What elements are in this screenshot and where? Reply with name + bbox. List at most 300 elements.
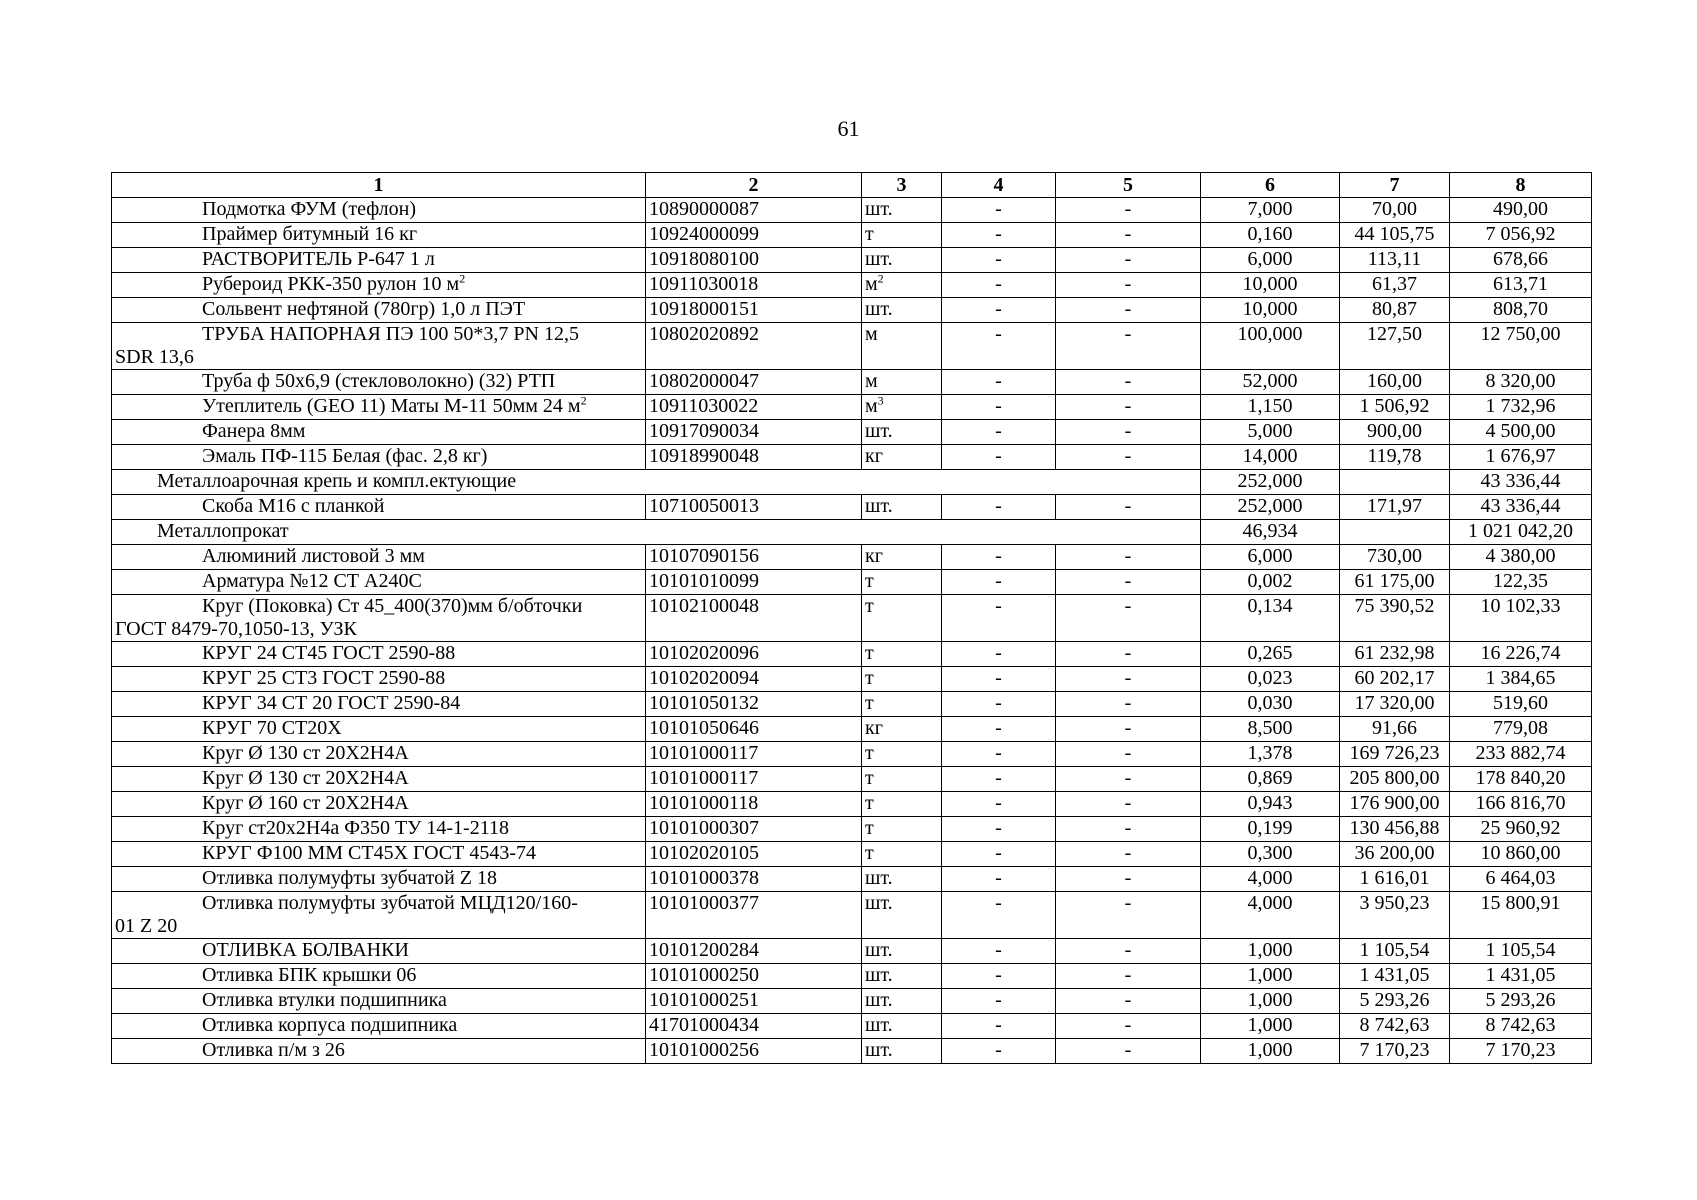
col5-cell-text: - (1124, 964, 1132, 986)
price-cell (1340, 892, 1450, 939)
table-row (112, 495, 1592, 520)
sum-cell (1450, 989, 1592, 1014)
unit-cell (862, 742, 942, 767)
code-cell-text: 10918080100 (649, 248, 759, 270)
price-cell (1340, 595, 1450, 642)
col5-cell-text: - (1124, 867, 1132, 889)
unit-cell-text: т (865, 742, 874, 764)
col4-cell-text: - (995, 842, 1002, 864)
col5-cell (1056, 939, 1201, 964)
item-name: Круг Ø 130 ст 20Х2Н4А (202, 767, 409, 789)
qty-cell-text: 5,000 (1247, 420, 1293, 442)
price-cell-text: 36 200,00 (1354, 842, 1435, 864)
item-name: Круг ст20х2Н4а Ф350 ТУ 14-1-2118 (202, 817, 509, 839)
sum-cell (1450, 667, 1592, 692)
code-cell-text: 10101000256 (649, 1039, 759, 1061)
col5-cell (1056, 570, 1201, 595)
col5-cell (1056, 692, 1201, 717)
sum-cell (1450, 273, 1592, 298)
col4-cell-text: - (995, 445, 1002, 467)
qty-cell-text: 10,000 (1242, 273, 1298, 295)
col4-cell (942, 445, 1056, 470)
unit-cell-text: кг (865, 717, 883, 739)
name-line (115, 939, 642, 962)
name-line (115, 248, 642, 271)
sum-cell (1450, 742, 1592, 767)
unit-cell (862, 867, 942, 892)
header-cell: 7 (1340, 173, 1450, 198)
price-cell-text: 1 506,92 (1359, 395, 1430, 417)
name-cell (112, 989, 646, 1014)
price-cell-text: 61,37 (1372, 273, 1417, 295)
unit-cell (862, 273, 942, 298)
name-line (115, 370, 642, 393)
price-cell (1340, 248, 1450, 273)
price-cell-text: 75 390,52 (1354, 595, 1435, 617)
price-cell-text: 1 431,05 (1359, 964, 1430, 986)
item-name: Отливка втулки подшипника (202, 989, 447, 1011)
col5-cell-text: - (1124, 495, 1132, 517)
item-name: РАСТВОРИТЕЛЬ Р-647 1 л (202, 248, 435, 270)
unit-cell (862, 939, 942, 964)
qty-cell (1201, 545, 1340, 570)
col4-cell (942, 692, 1056, 717)
name-line (115, 667, 642, 690)
table-row (112, 298, 1592, 323)
price-cell (1340, 767, 1450, 792)
name-continuation: SDR 13,6 (115, 346, 194, 368)
col4-cell (942, 370, 1056, 395)
qty-cell-text: 6,000 (1247, 248, 1293, 270)
col4-cell-text: - (995, 298, 1002, 320)
price-cell (1340, 842, 1450, 867)
item-name: КРУГ 70 СТ20Х (202, 717, 342, 739)
sum-cell (1450, 767, 1592, 792)
qty-cell (1201, 767, 1340, 792)
code-cell (646, 742, 862, 767)
col5-cell (1056, 545, 1201, 570)
qty-cell-text: 1,000 (1247, 1014, 1293, 1036)
sum-cell-text: 519,60 (1493, 692, 1548, 714)
col5-cell (1056, 495, 1201, 520)
price-cell (1340, 1014, 1450, 1039)
col5-cell (1056, 742, 1201, 767)
name-line (115, 964, 642, 987)
table-row (112, 248, 1592, 273)
sum-cell-text: 1 021 042,20 (1468, 520, 1573, 542)
code-cell (646, 692, 862, 717)
sum-cell-text: 12 750,00 (1480, 323, 1561, 345)
code-cell (646, 767, 862, 792)
unit-cell (862, 817, 942, 842)
price-cell (1340, 717, 1450, 742)
unit-cell-text: т (865, 595, 874, 617)
qty-cell (1201, 445, 1340, 470)
price-cell-text: 205 800,00 (1349, 767, 1440, 789)
qty-cell (1201, 470, 1340, 495)
table-row (112, 545, 1592, 570)
col4-cell (942, 989, 1056, 1014)
sum-cell (1450, 717, 1592, 742)
col5-cell-text: - (1124, 642, 1132, 664)
qty-cell-text: 0,160 (1247, 223, 1293, 245)
qty-cell-text: 0,265 (1247, 642, 1293, 664)
name-superscript: 2 (580, 394, 587, 408)
header-cell: 1 (112, 173, 646, 198)
col4-cell-text: - (995, 989, 1002, 1011)
qty-cell (1201, 298, 1340, 323)
code-cell-text: 10918990048 (649, 445, 759, 467)
price-cell (1340, 570, 1450, 595)
price-cell (1340, 792, 1450, 817)
table-row (112, 198, 1592, 223)
col4-cell-text: - (995, 692, 1002, 714)
col4-cell (942, 273, 1056, 298)
name-cell (112, 370, 646, 395)
sum-cell (1450, 470, 1592, 495)
price-cell-text: 130 456,88 (1349, 817, 1440, 839)
item-name: Скоба М16 с планкой (202, 495, 385, 517)
code-cell-text: 10802020892 (649, 323, 759, 345)
col5-cell-text: - (1124, 198, 1132, 220)
qty-cell-text: 252,000 (1237, 495, 1303, 517)
sum-cell (1450, 792, 1592, 817)
name-cell (112, 939, 646, 964)
col4-cell (942, 867, 1056, 892)
unit-cell (862, 545, 942, 570)
qty-cell-text: 0,002 (1247, 570, 1293, 592)
code-cell (646, 1039, 862, 1064)
name-line (115, 792, 642, 815)
code-cell-text: 10917090034 (649, 420, 759, 442)
group-row (112, 470, 1592, 495)
col4-cell (942, 842, 1056, 867)
qty-cell-text: 1,000 (1247, 964, 1293, 986)
col4-cell-text: - (995, 767, 1002, 789)
name-cell (112, 223, 646, 248)
code-cell (646, 420, 862, 445)
code-cell (646, 642, 862, 667)
sum-cell (1450, 867, 1592, 892)
name-line (115, 570, 642, 593)
qty-cell-text: 14,000 (1242, 445, 1298, 467)
code-cell-text: 10802000047 (649, 370, 759, 392)
price-cell (1340, 470, 1450, 495)
header-cell: 4 (942, 173, 1056, 198)
sum-cell-text: 43 336,44 (1480, 495, 1561, 517)
unit-cell-text: шт. (865, 198, 893, 220)
col4-cell-text: - (995, 642, 1002, 664)
price-cell (1340, 667, 1450, 692)
table-row (112, 892, 1592, 939)
col5-cell-text: - (1124, 842, 1132, 864)
qty-cell-text: 4,000 (1247, 892, 1293, 914)
qty-cell (1201, 395, 1340, 420)
name-line (115, 420, 642, 443)
qty-cell-text: 6,000 (1247, 545, 1293, 567)
qty-cell-text: 10,000 (1242, 298, 1298, 320)
code-cell-text: 10101000118 (649, 792, 759, 814)
price-cell (1340, 964, 1450, 989)
code-cell (646, 370, 862, 395)
materials-table (111, 172, 1592, 1064)
price-cell-text: 1 105,54 (1359, 939, 1430, 961)
name-line (115, 989, 642, 1012)
code-cell (646, 248, 862, 273)
qty-cell (1201, 892, 1340, 939)
table-row (112, 667, 1592, 692)
qty-cell (1201, 323, 1340, 370)
sum-cell-text: 122,35 (1493, 570, 1548, 592)
table-row (112, 964, 1592, 989)
price-cell (1340, 989, 1450, 1014)
name-cell (112, 667, 646, 692)
code-cell (646, 1014, 862, 1039)
sum-cell-text: 779,08 (1493, 717, 1548, 739)
col5-cell-text: - (1124, 717, 1132, 739)
item-name: Сольвент нефтяной (780гр) 1,0 л ПЭТ (202, 298, 526, 320)
code-cell (646, 817, 862, 842)
price-cell-text: 900,00 (1367, 420, 1422, 442)
name-cell (112, 692, 646, 717)
unit-cell (862, 792, 942, 817)
col5-cell (1056, 395, 1201, 420)
item-name: Труба ф 50х6,9 (стекловолокно) (32) РТП (202, 370, 556, 392)
col5-cell-text: - (1124, 248, 1132, 270)
col5-cell-text: - (1124, 817, 1132, 839)
code-cell-text: 10911030022 (649, 395, 759, 417)
col4-cell-text: - (995, 667, 1002, 689)
col4-cell-text: - (995, 595, 1002, 617)
name-line (115, 742, 642, 765)
col4-cell-text: - (995, 792, 1002, 814)
col5-cell (1056, 767, 1201, 792)
unit-cell (862, 495, 942, 520)
item-name: Фанера 8мм (202, 420, 306, 442)
sum-cell (1450, 395, 1592, 420)
unit-cell (862, 323, 942, 370)
col4-cell-text: - (995, 395, 1002, 417)
name-superscript: 2 (459, 272, 466, 286)
col5-cell (1056, 842, 1201, 867)
sum-cell-text: 1 676,97 (1485, 445, 1556, 467)
col4-cell (942, 767, 1056, 792)
sum-cell-text: 678,66 (1493, 248, 1548, 270)
col5-cell (1056, 989, 1201, 1014)
name-cell (112, 767, 646, 792)
col5-cell-text: - (1124, 370, 1132, 392)
code-cell-text: 10102020096 (649, 642, 759, 664)
table-row (112, 742, 1592, 767)
unit-cell-text: шт. (865, 248, 893, 270)
col4-cell-text: - (995, 1039, 1002, 1061)
code-cell-text: 10102020094 (649, 667, 759, 689)
sum-cell (1450, 495, 1592, 520)
header-cell: 2 (646, 173, 862, 198)
group-name: Металлопрокат (157, 520, 289, 542)
unit-cell-text: т (865, 642, 874, 664)
item-name: Отливка п/м з 26 (202, 1039, 345, 1061)
item-name: КРУГ 25 СТ3 ГОСТ 2590-88 (202, 667, 446, 689)
unit-cell-text: т (865, 667, 874, 689)
code-cell-text: 10911030018 (649, 273, 759, 295)
unit-cell-text: т (865, 223, 874, 245)
sum-cell-text: 10 102,33 (1480, 595, 1561, 617)
name-line (115, 817, 642, 840)
table-row (112, 989, 1592, 1014)
col4-cell (942, 817, 1056, 842)
col5-cell-text: - (1124, 1014, 1132, 1036)
qty-cell-text: 7,000 (1247, 198, 1293, 220)
sum-cell-text: 808,70 (1493, 298, 1548, 320)
code-cell (646, 323, 862, 370)
price-cell (1340, 298, 1450, 323)
col5-cell-text: - (1124, 939, 1132, 961)
name-line (115, 1014, 642, 1037)
col4-cell (942, 642, 1056, 667)
col5-cell (1056, 792, 1201, 817)
item-name: ТРУБА НАПОРНАЯ ПЭ 100 50*3,7 PN 12,5 (202, 323, 580, 345)
unit-cell-text: м (865, 395, 878, 417)
sum-cell-text: 15 800,91 (1480, 892, 1561, 914)
code-cell-text: 10890000087 (649, 198, 759, 220)
code-cell (646, 595, 862, 642)
col5-cell-text: - (1124, 395, 1132, 417)
col4-cell (942, 223, 1056, 248)
price-cell-text: 119,78 (1367, 445, 1422, 467)
col4-cell (942, 395, 1056, 420)
item-name: Утеплитель (GEO 11) Маты М-11 50мм 24 м (202, 395, 581, 417)
col4-cell-text: - (995, 198, 1002, 220)
item-name: Подмотка ФУМ (тефлон) (202, 198, 417, 220)
name-cell (112, 1039, 646, 1064)
sum-cell (1450, 939, 1592, 964)
table-header-row (112, 173, 1592, 198)
price-cell (1340, 223, 1450, 248)
sum-cell-text: 1 732,96 (1485, 395, 1556, 417)
unit-cell-text: шт. (865, 298, 893, 320)
col4-cell-text: - (995, 892, 1002, 914)
unit-cell-text: шт. (865, 495, 893, 517)
qty-cell-text: 100,000 (1237, 323, 1303, 345)
sum-cell (1450, 570, 1592, 595)
unit-cell-text: шт. (865, 420, 893, 442)
col4-cell-text: - (995, 545, 1002, 567)
code-cell (646, 495, 862, 520)
name-cell (112, 595, 646, 642)
unit-cell-text: кг (865, 545, 883, 567)
qty-cell (1201, 692, 1340, 717)
qty-cell-text: 4,000 (1247, 867, 1293, 889)
unit-cell-superscript: 3 (877, 394, 884, 408)
col4-cell-text: - (995, 717, 1002, 739)
name-cell (112, 742, 646, 767)
code-cell (646, 867, 862, 892)
price-cell-text: 7 170,23 (1359, 1039, 1430, 1061)
price-cell-text: 127,50 (1367, 323, 1422, 345)
price-cell-text: 113,11 (1367, 248, 1422, 270)
code-cell (646, 792, 862, 817)
table-row (112, 842, 1592, 867)
col4-cell-text: - (995, 420, 1002, 442)
col4-cell (942, 298, 1056, 323)
qty-cell (1201, 570, 1340, 595)
table-row (112, 717, 1592, 742)
price-cell-text: 44 105,75 (1354, 223, 1435, 245)
unit-cell-text: м (865, 370, 878, 392)
sum-cell (1450, 420, 1592, 445)
name-cell (112, 248, 646, 273)
name-cell (112, 273, 646, 298)
col4-cell-text: - (995, 939, 1002, 961)
unit-cell (862, 395, 942, 420)
sum-cell-text: 1 431,05 (1485, 964, 1556, 986)
name-line (115, 445, 642, 468)
code-cell-text: 10101010099 (649, 570, 759, 592)
col4-cell (942, 495, 1056, 520)
code-cell-text: 10918000151 (649, 298, 759, 320)
table-row (112, 323, 1592, 370)
code-cell-text: 10924000099 (649, 223, 759, 245)
name-continuation: ГОСТ 8479-70,1050-13, УЗК (115, 618, 357, 640)
name-cell (112, 495, 646, 520)
qty-cell (1201, 792, 1340, 817)
code-cell-text: 10101000117 (649, 742, 759, 764)
name-line (115, 842, 642, 865)
price-cell (1340, 642, 1450, 667)
col5-cell-text: - (1124, 742, 1132, 764)
qty-cell-text: 1,150 (1247, 395, 1293, 417)
col4-cell-text: - (995, 495, 1002, 517)
unit-cell-text: шт. (865, 892, 893, 914)
name-cell (112, 642, 646, 667)
qty-cell (1201, 989, 1340, 1014)
qty-cell (1201, 842, 1340, 867)
sum-cell (1450, 248, 1592, 273)
price-cell-text: 91,66 (1372, 717, 1417, 739)
price-cell (1340, 420, 1450, 445)
unit-cell-superscript: 2 (877, 272, 884, 286)
name-line (115, 717, 642, 740)
name-line (115, 867, 642, 890)
col4-cell-text: - (995, 964, 1002, 986)
name-line (115, 198, 642, 221)
code-cell (646, 445, 862, 470)
sum-cell-text: 613,71 (1493, 273, 1548, 295)
unit-cell (862, 595, 942, 642)
qty-cell (1201, 939, 1340, 964)
col4-cell-text: - (995, 817, 1002, 839)
sum-cell-text: 43 336,44 (1480, 470, 1561, 492)
code-cell-text: 10101050646 (649, 717, 759, 739)
qty-cell (1201, 817, 1340, 842)
unit-cell-text: т (865, 570, 874, 592)
col5-cell-text: - (1124, 420, 1132, 442)
code-cell (646, 198, 862, 223)
col5-cell-text: - (1124, 223, 1132, 245)
qty-cell (1201, 273, 1340, 298)
price-cell (1340, 817, 1450, 842)
sum-cell-text: 6 464,03 (1485, 867, 1556, 889)
table-row (112, 867, 1592, 892)
col4-cell (942, 1014, 1056, 1039)
price-cell-text: 60 202,17 (1354, 667, 1435, 689)
price-cell (1340, 273, 1450, 298)
code-cell (646, 842, 862, 867)
table-row (112, 595, 1592, 642)
item-name: Отливка полумуфты зубчатой МЦД120/160- (202, 892, 578, 914)
qty-cell-text: 46,934 (1242, 520, 1298, 542)
